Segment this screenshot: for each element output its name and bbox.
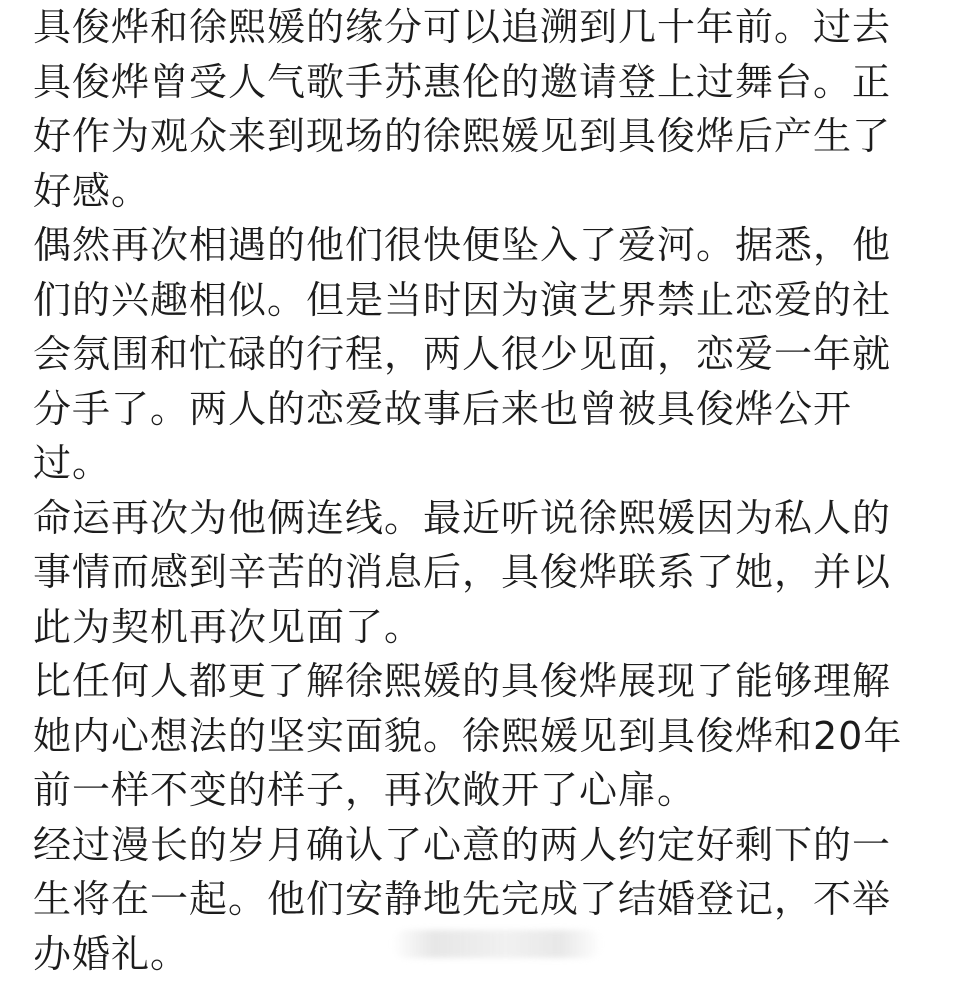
text-line: 过。	[33, 436, 933, 491]
text-line: 前一样不变的样子，再次敞开了心扉。	[33, 763, 933, 818]
blurred-watermark	[392, 930, 602, 958]
text-line: 此为契机再次见面了。	[33, 600, 933, 655]
text-line: 她内心想法的坚实面貌。徐熙媛见到具俊烨和20年	[33, 709, 933, 764]
article-text	[33, 0, 933, 981]
text-line: 事情而感到辛苦的消息后，具俊烨联系了她，并以	[33, 545, 933, 600]
text-line: 命运再次为他俩连线。最近听说徐熙媛因为私人的	[33, 491, 933, 546]
text-line: 生将在一起。他们安静地先完成了结婚登记，不举	[33, 872, 933, 927]
text-line: 比任何人都更了解徐熙媛的具俊烨展现了能够理解	[33, 654, 933, 709]
text-line: 经过漫长的岁月确认了心意的两人约定好剩下的一	[33, 818, 933, 873]
text-line: 会氛围和忙碌的行程，两人很少见面，恋爱一年就	[33, 327, 933, 382]
text-line: 办婚礼。	[33, 927, 933, 981]
text-line: 具俊烨和徐熙媛的缘分可以追溯到几十年前。过去	[33, 0, 933, 55]
text-line: 们的兴趣相似。但是当时因为演艺界禁止恋爱的社	[33, 273, 933, 328]
text-line: 好作为观众来到现场的徐熙媛见到具俊烨后产生了	[33, 109, 933, 164]
text-line: 具俊烨曾受人气歌手苏惠伦的邀请登上过舞台。正	[33, 55, 933, 110]
text-line: 偶然再次相遇的他们很快便坠入了爱河。据悉，他	[33, 218, 933, 273]
text-line: 好感。	[33, 164, 933, 219]
text-line: 分手了。两人的恋爱故事后来也曾被具俊烨公开	[33, 382, 933, 437]
